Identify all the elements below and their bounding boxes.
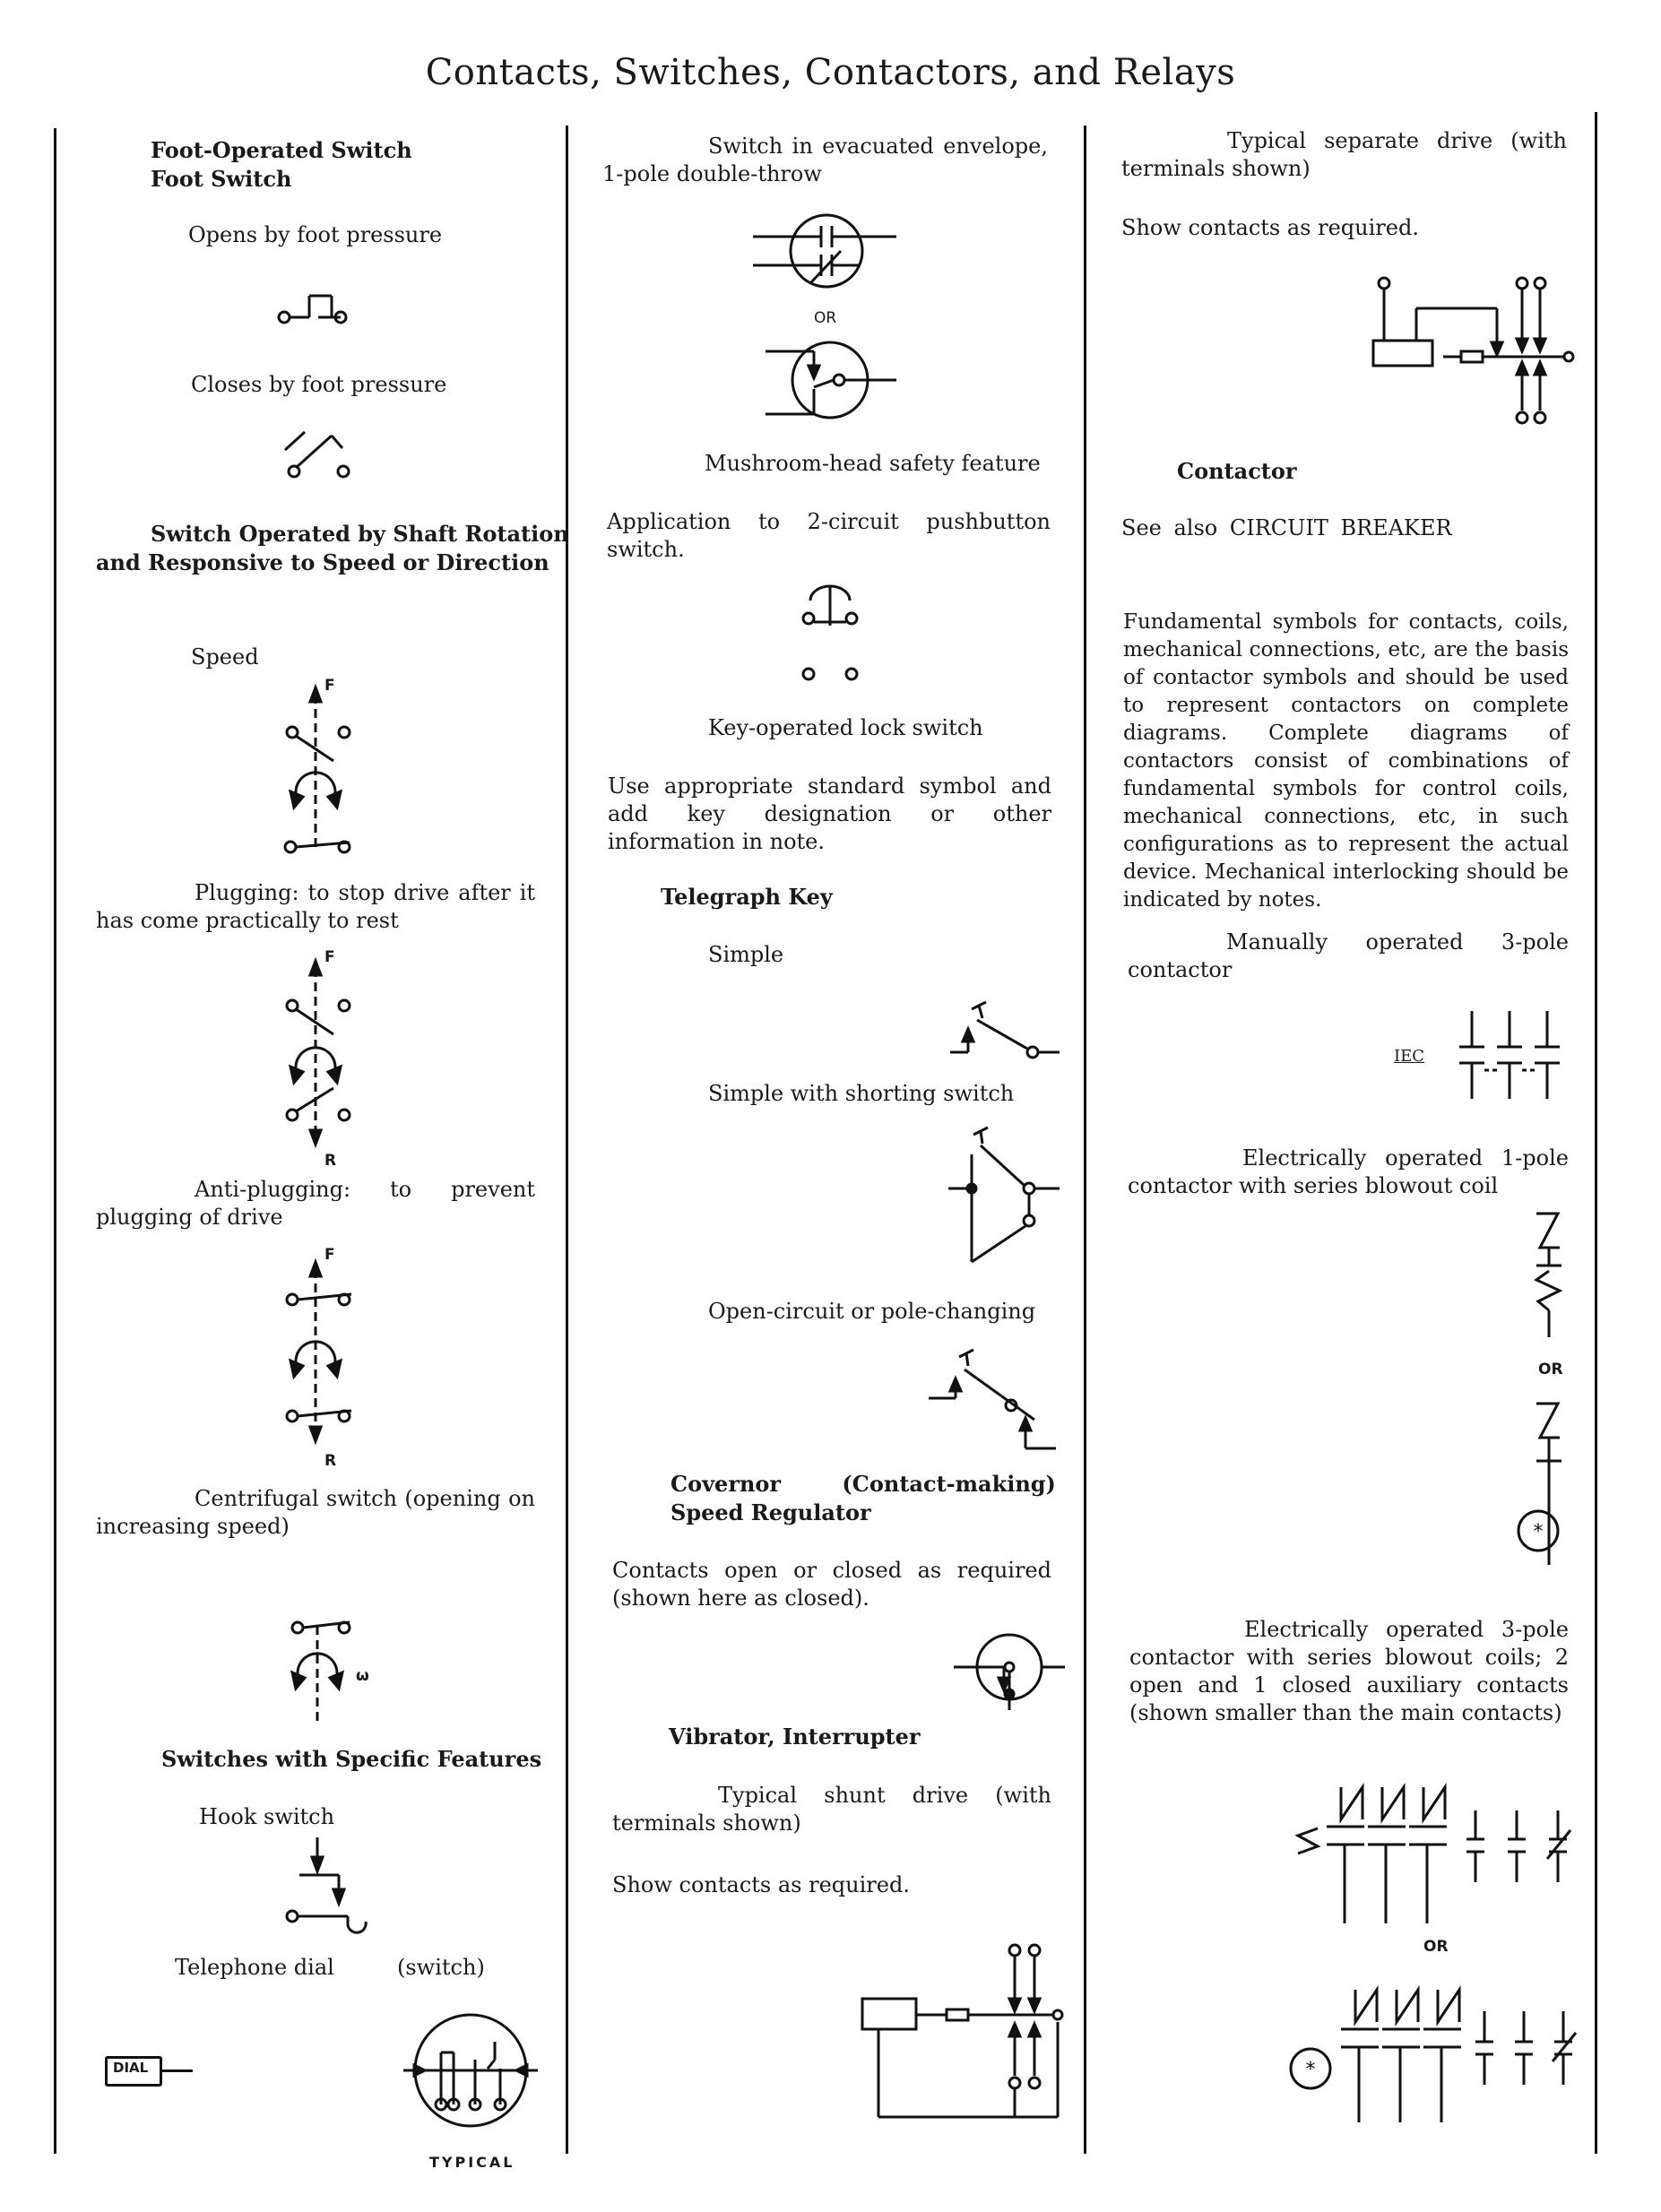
separate-drive-description: Typical separate drive (with terminals shown)	[1121, 128, 1567, 181]
manual-3pole-description: Manually operated 3-pole contactor	[1128, 929, 1569, 982]
elec-1pole-contactor-symbol	[1533, 1206, 1569, 1341]
anti-plugging-f-label: F	[324, 1246, 335, 1264]
elec-3pole-or-label: OR	[1423, 1938, 1449, 1956]
elec-3pole-contactor-symbol-b	[1291, 1983, 1578, 2126]
opens-by-foot-label: Opens by foot pressure	[188, 222, 443, 247]
telephone-switch-label: (switch)	[397, 1955, 485, 1980]
svg-text:*: *	[1305, 2059, 1316, 2081]
page-title: Contacts, Switches, Contactors, and Relays	[425, 52, 1236, 93]
telephone-dial-label: Telephone dial	[175, 1955, 334, 1980]
vibrator-heading: Vibrator, Interrupter	[669, 1724, 921, 1750]
vibrator-shunt-drive-symbol	[852, 1943, 1067, 2122]
fundamental-description: Fundamental symbols for contacts, coils, mechanical connections, etc, are the basis of contactor symbols and should be used to represent contactors on complete diagrams. Complete diagrams of contactors consist of combinations of fundamental symbols for control coils, mechanical connections, etc, in such configurations as to represent the actual device. Mechanical interlocking should be indicated by notes.	[1123, 610, 1569, 912]
telegraph-pole-changing-symbol	[929, 1344, 1063, 1461]
shaft-rotation-heading-2: and Responsive to Speed or Direction	[96, 549, 549, 575]
column-rule-center-right	[1084, 125, 1086, 2154]
centrifugal-switch-symbol	[285, 1615, 366, 1727]
typical-label: TYPICAL	[429, 2154, 515, 2171]
see-also-circuit-breaker: See also CIRCUIT BREAKER	[1121, 515, 1452, 540]
dial-box-label: DIAL	[113, 2060, 149, 2076]
speed-f-label: F	[324, 677, 335, 695]
separate-show-contacts: Show contacts as required.	[1121, 215, 1419, 240]
use-standard-description: Use appropriate standard symbol and add key designation or other information in note.	[608, 773, 1051, 854]
manual-3pole-contactor-symbol	[1459, 1011, 1576, 1101]
elec-3pole-description: Electrically operated 3-pole contactor with series blowout coils; 2 open and 1 closed auxiliary contacts (shown smaller than the main contacts)	[1129, 1617, 1569, 1725]
column-rule-center-left	[566, 125, 568, 2154]
elec-1pole-coil-symbol	[1515, 1398, 1569, 1568]
open-circuit-label: Open-circuit or pole-changing	[708, 1299, 1036, 1324]
foot-switch-closes-symbol	[278, 421, 359, 484]
mushroom-head-label: Mushroom-head safety feature	[705, 451, 1041, 476]
shunt-show-contacts: Show contacts as required.	[612, 1872, 910, 1897]
hook-switch-label: Hook switch	[199, 1804, 335, 1829]
column-rule-right	[1595, 112, 1597, 2154]
plugging-switch-symbol	[278, 952, 376, 1154]
foot-switch-opens-symbol	[269, 287, 359, 332]
evacuated-switch-symbol-a	[753, 208, 905, 298]
simple-shorting-label: Simple with shorting switch	[708, 1081, 1015, 1106]
governor-heading-1: Covernor (Contact-making)	[670, 1471, 1056, 1497]
telegraph-shorting-symbol	[948, 1128, 1065, 1271]
governor-symbol	[954, 1624, 1070, 1714]
vibrator-separate-drive-symbol	[1363, 271, 1578, 432]
mushroom-pushbutton-symbol	[796, 581, 868, 688]
telegraph-key-heading: Telegraph Key	[661, 884, 833, 910]
contactor-heading: Contactor	[1177, 458, 1297, 484]
plugging-f-label: F	[324, 948, 335, 966]
foot-switch-heading-1: Foot-Operated Switch	[151, 137, 412, 163]
plugging-r-label: R	[324, 1152, 337, 1170]
anti-plugging-description: Anti-plugging: to prevent plugging of drive	[96, 1177, 535, 1230]
iec-label: IEC	[1394, 1047, 1425, 1066]
elec-3pole-contactor-symbol-a	[1291, 1784, 1578, 1927]
telephone-dial-switch-symbol	[394, 2006, 547, 2149]
closes-by-foot-label: Closes by foot pressure	[191, 372, 447, 397]
key-lock-label: Key-operated lock switch	[708, 715, 983, 740]
application-description: Application to 2-circuit pushbutton switch.	[607, 509, 1051, 562]
centrifugal-omega-label: ω	[356, 1667, 369, 1685]
shaft-rotation-heading-1: Switch Operated by Shaft Rotation	[151, 521, 569, 547]
governor-heading-2: Speed Regulator	[670, 1499, 871, 1525]
telegraph-simple-symbol	[950, 998, 1067, 1061]
simple-label: Simple	[708, 942, 784, 967]
dial-lead	[162, 2069, 193, 2072]
speed-label: Speed	[191, 644, 259, 670]
evacuated-or-label: OR	[814, 309, 837, 327]
plugging-description: Plugging: to stop drive after it has come practically to rest	[96, 880, 535, 933]
svg-text:*: *	[1533, 1521, 1544, 1543]
evacuated-switch-symbol-b	[753, 333, 905, 423]
specific-features-heading: Switches with Specific Features	[161, 1746, 542, 1772]
contacts-open-description: Contacts open or closed as required (shown here as closed).	[612, 1558, 1051, 1611]
elec-1pole-description: Electrically operated 1-pole contactor with series blowout coil	[1128, 1145, 1569, 1198]
anti-plugging-r-label: R	[324, 1452, 337, 1470]
anti-plugging-switch-symbol	[278, 1253, 376, 1446]
column-rule-left	[54, 128, 56, 2154]
elec-1pole-or-label: OR	[1538, 1361, 1563, 1378]
hook-switch-symbol	[278, 1837, 376, 1936]
shunt-drive-description: Typical shunt drive (with terminals shown)	[612, 1783, 1051, 1836]
foot-switch-heading-2: Foot Switch	[151, 166, 292, 192]
speed-switch-symbol	[278, 677, 376, 865]
centrifugal-description: Centrifugal switch (opening on increasing speed)	[96, 1486, 535, 1539]
evacuated-envelope-description: Switch in evacuated envelope, 1-pole double-throw	[602, 134, 1048, 186]
